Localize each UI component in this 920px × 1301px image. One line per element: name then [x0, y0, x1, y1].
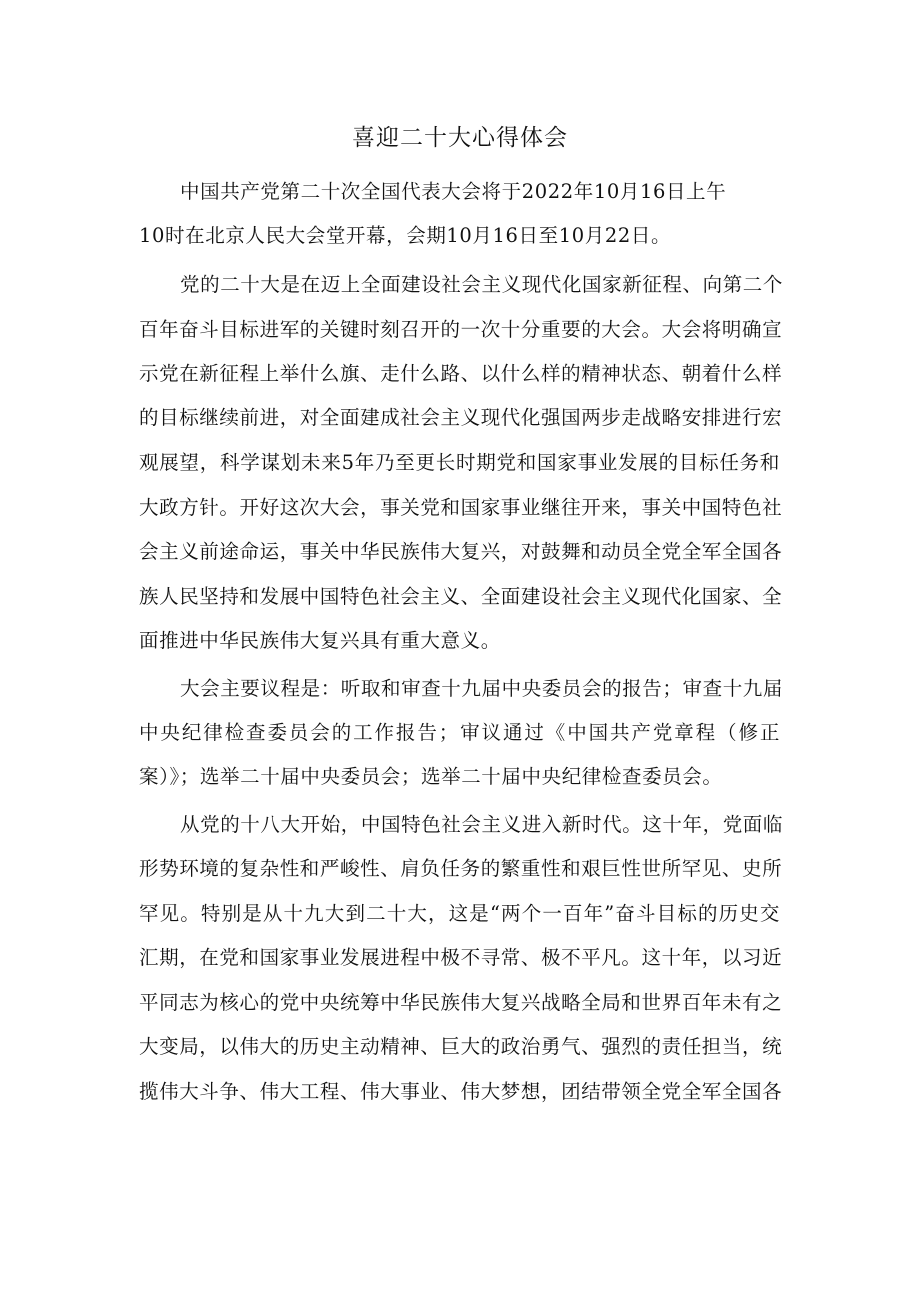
paragraph-line: 罕见。特别是从十九大到二十大，这是“两个一百年”奋斗目标的历史交 — [139, 902, 780, 925]
paragraph-line: 面推进中华民族伟大复兴具有重大意义。 — [139, 629, 501, 652]
paragraph-line: 党的二十大是在迈上全面建设社会主义现代化国家新征程、向第二个 — [180, 273, 784, 296]
paragraph-line: 中央纪律检查委员会的工作报告；审议通过《中国共产党章程（修正 — [139, 721, 780, 744]
paragraph-line: 观展望，科学谋划未来5年乃至更长时期党和国家事业发展的目标任务和 — [139, 451, 780, 474]
paragraph-line: 汇期，在党和国家事业发展进程中极不寻常、极不平凡。这十年，以习近 — [139, 946, 783, 969]
paragraph-line: 大政方针。开好这次大会，事关党和国家事业继往开来，事关中国特色社 — [139, 496, 783, 519]
paragraph-line: 10时在北京人民大会堂开幕，会期10月16日至10月22日。 — [139, 224, 672, 247]
document-title: 喜迎二十大心得体会 — [352, 125, 568, 151]
paragraph-line: 百年奋斗目标进军的关键时刻召开的一次十分重要的大会。大会将明确宣 — [139, 318, 783, 341]
paragraph-line: 平同志为核心的党中央统筹中华民族伟大复兴战略全局和世界百年未有之 — [139, 991, 783, 1014]
paragraph-line: 族人民坚持和发展中国特色社会主义、全面建设社会主义现代化国家、全 — [139, 585, 783, 608]
paragraph-line: 的目标继续前进，对全面建成社会主义现代化强国两步走战略安排进行宏 — [139, 406, 783, 429]
paragraph-line: 大会主要议程是：听取和审查十九届中央委员会的报告；审查十九届 — [180, 677, 784, 700]
paragraph-line: 中国共产党第二十次全国代表大会将于2022年10月16日上午 — [180, 180, 727, 203]
paragraph-line: 案）》；选举二十届中央委员会；选举二十届中央纪律检查委员会。 — [139, 765, 723, 788]
paragraph-line: 大变局，以伟大的历史主动精神、巨大的政治勇气、强烈的责任担当，统 — [139, 1035, 783, 1058]
paragraph-line: 会主义前途命运，事关中华民族伟大复兴，对鼓舞和动员全党全军全国各 — [139, 540, 783, 563]
paragraph-line: 从党的十八大开始，中国特色社会主义进入新时代。这十年，党面临 — [180, 813, 784, 836]
paragraph-line: 揽伟大斗争、伟大工程、伟大事业、伟大梦想，团结带领全党全军全国各 — [139, 1080, 783, 1103]
paragraph-line: 形势环境的复杂性和严峻性、肩负任务的繁重性和艰巨性世所罕见、史所 — [139, 857, 783, 880]
paragraph-line: 示党在新征程上举什么旗、走什么路、以什么样的精神状态、朝着什么样 — [139, 362, 783, 385]
